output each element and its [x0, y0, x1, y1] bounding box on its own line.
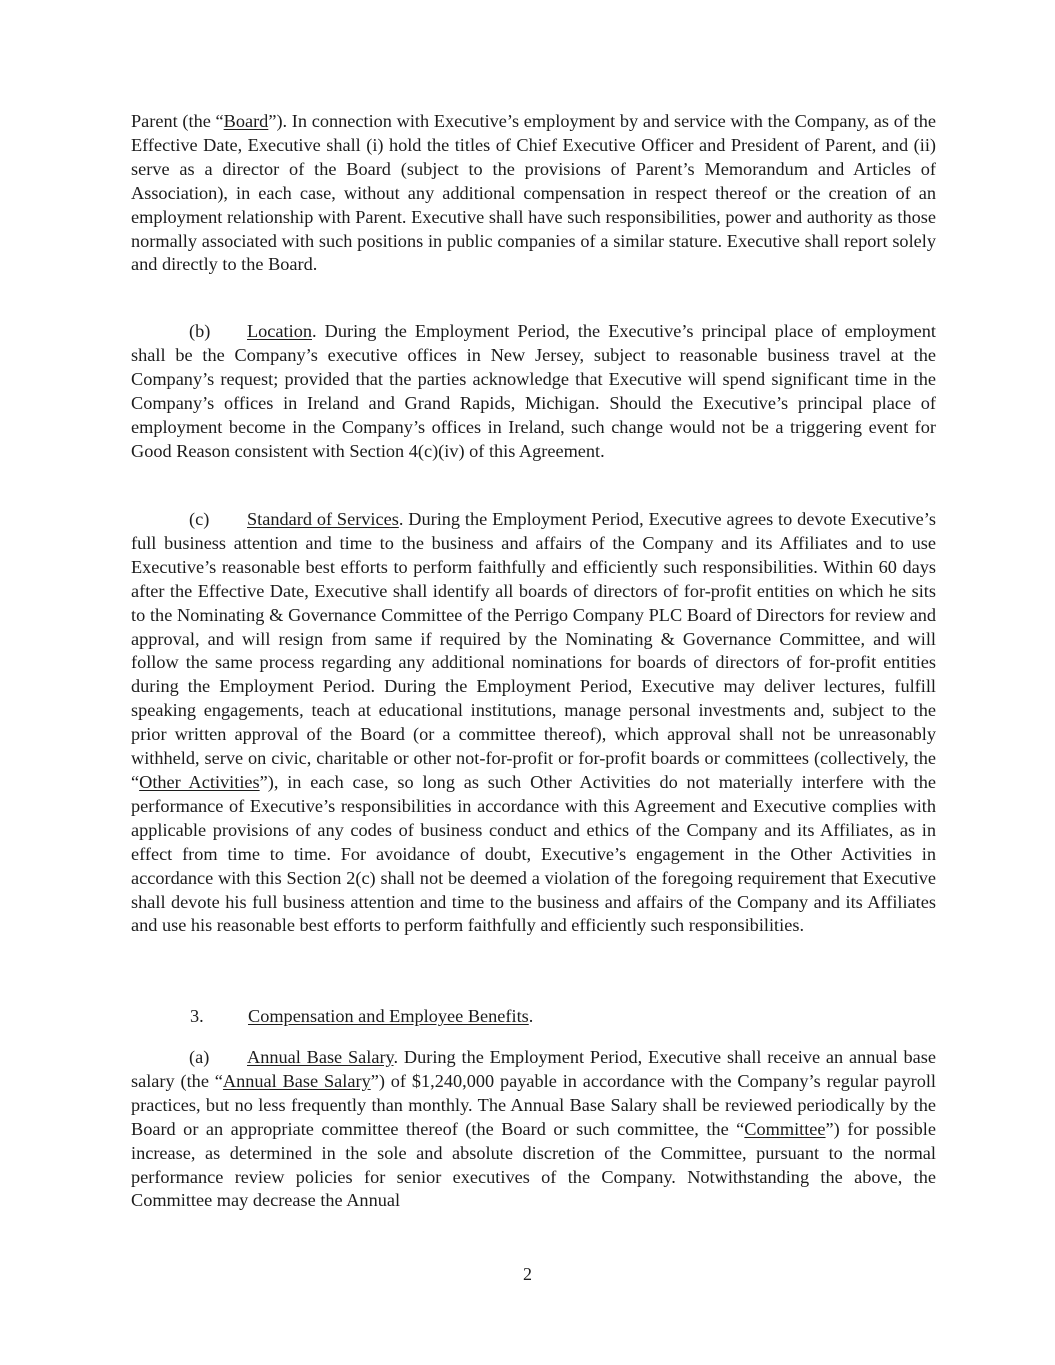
section-3-title: Compensation and Employee Benefits — [248, 1006, 529, 1026]
section-3a-text-1: . During the Employment Period, Executive shall receive an annual base salary (the “ — [131, 1047, 936, 1091]
defined-term-committee: Committee — [744, 1118, 826, 1139]
page-number: 2 — [523, 1264, 532, 1284]
section-2b-label: (b) — [189, 321, 211, 341]
section-3a-text-3: ”) for possible increase, as determined in the sole and absolute discretion of the Committee, pursuant to the normal performance review policies for senior executives of the Company. Notwithstanding the above, the Committee may decrease the Annual — [131, 1118, 936, 1211]
section-3a-heading: Annual Base Salary — [247, 1047, 394, 1067]
section-2c-label: (c) — [189, 509, 210, 529]
section-3-number: 3. — [190, 1006, 204, 1026]
section-2c-text-1: . During the Employment Period, Executive agrees to devote Executive’s full business attention and time to the business and affairs of the Company and its Affiliates and to use Executive’s reasonable best efforts to perform faithfully and efficiently such responsibilities. Within 60 days after the Effective Date, Executive shall identify all boards of directors of for-profit entities on which he sits to the Nominating & Governance Committee of the Perrigo Company PLC Board of Directors for review and approval, and will resign from same if required by the Nominating & Governance Committee, and will follow the same process regarding any additional nominations for boards of directors of for-profit entities during the Employment Period. During the Employment Period, Executive may deliver lectures, fulfill speaking engagements, teach at educational institutions, manage personal investments and, subject to the prior written approval of the Board (or a committee thereof), which approval shall not be unreasonably withheld, serve on civic, charitable or other not-for-profit or for-profit boards or committees (collectively, the “ — [131, 509, 936, 792]
section-3a-text-2: ”) of $1,240,000 payable in accordance with the Company’s regular payroll practices, but no less frequently than monthly. The Annual Base Salary shall be reviewed periodically by the Board or an appropriate committee thereof (the Board or such committee, the “ — [131, 1070, 936, 1139]
section-2b-location — [131, 320, 936, 463]
paragraph-board-roles — [131, 110, 936, 277]
section-3a-label: (a) — [189, 1047, 210, 1067]
section-2b-text: . During the Employment Period, the Executive’s principal place of employment shall be the Company’s executive offices in New Jersey, subject to reasonable business travel at the Company’s request; provided that the parties acknowledge that Executive will spend significant time in the Company’s offices in Ireland and Grand Rapids, Michigan. Should the Executive’s principal place of employment become in the Company’s offices in Ireland, such change would not be a triggering event for Good Reason consistent with Section 4(c)(iv) of this Agreement. — [131, 321, 936, 461]
section-3a-annual-base-salary — [131, 1046, 936, 1213]
section-3-heading — [190, 1004, 533, 1028]
section-2b-heading: Location — [247, 321, 312, 341]
section-2c-standard-of-services — [131, 508, 936, 938]
intro-text-1: Parent (the “ — [131, 111, 224, 131]
section-2c-text-2: ”), in each case, so long as such Other Activities do not materially interfere with the performance of Executive’s responsibilities in accordance with this Agreement and Executive complies with applicable provisions of any codes of business conduct and ethics of the Company and its Affiliates, as in effect from time to time. For avoidance of doubt, Executive’s engagement in the Other Activities in accordance with this Section 2(c) shall not be deemed a violation of the foregoing requirement that Executive shall devote his full business attention and time to the business and affairs of the Company and its Affiliates and use his reasonable best efforts to perform faithfully and efficiently such responsibilities. — [131, 771, 936, 936]
section-3-trail: . — [528, 1006, 534, 1026]
defined-term-board: Board — [223, 111, 269, 131]
defined-term-other-activities: Other Activities — [139, 771, 260, 792]
section-2c-heading: Standard of Services — [247, 509, 399, 529]
defined-term-annual-base-salary: Annual Base Salary — [222, 1070, 371, 1091]
intro-text-2: ”). In connection with Executive’s employment by and service with the Company, as of the Effective Date, Executive shall (i) hold the titles of Chief Executive Officer and President of Parent, and (ii) serve as a director of the Board (subject to the provisions of Parent’s Memorandum and Articles of Association), in each case, without any additional compensation in respect thereof or the creation of an employment relationship with Parent. Executive shall have such responsibilities, power and authority as those normally associated with such positions in public companies of a similar stature. Executive shall report solely and directly to the Board. — [131, 111, 936, 275]
